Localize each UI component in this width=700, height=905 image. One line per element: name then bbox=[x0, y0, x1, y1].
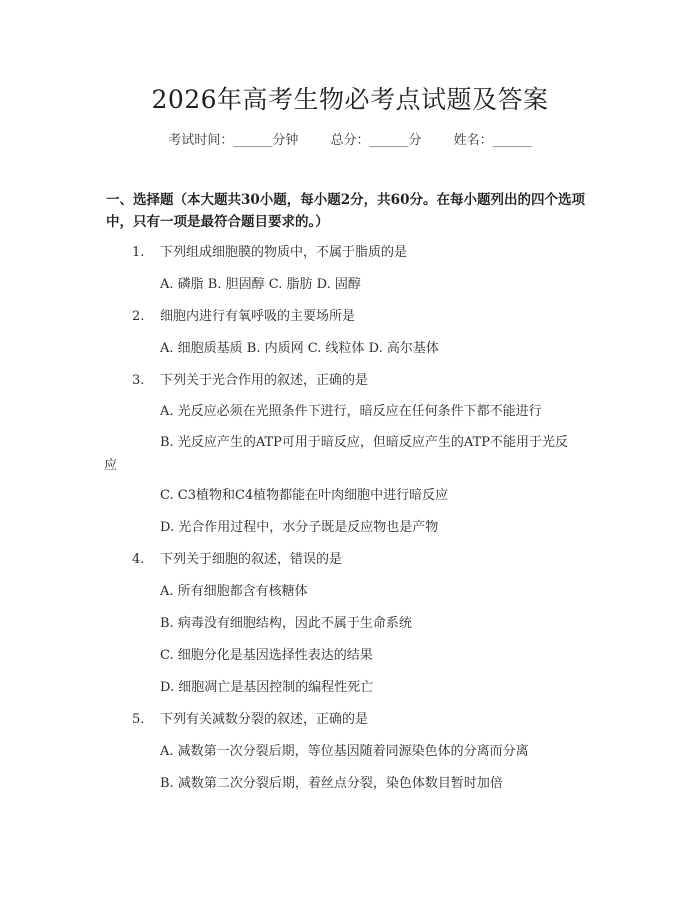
question-text: 下列关于细胞的叙述，错误的是 bbox=[160, 552, 343, 567]
question-5-stem bbox=[132, 710, 368, 730]
question-3-option-b-continued: 应 bbox=[104, 458, 118, 473]
question-number: 2. bbox=[132, 309, 145, 324]
question-number: 4. bbox=[132, 552, 145, 567]
total-score-field: 总分：______分 bbox=[330, 133, 422, 148]
question-3-stem bbox=[132, 371, 368, 391]
exam-time-field: 考试时间：______分钟 bbox=[168, 133, 299, 148]
question-number: 5. bbox=[132, 712, 145, 727]
question-3-option-d: D. 光合作用过程中，水分子既是反应物也是产物 bbox=[160, 520, 439, 535]
question-4-option-a: A. 所有细胞都含有核糖体 bbox=[160, 584, 308, 599]
question-4-option-d: D. 细胞凋亡是基因控制的编程性死亡 bbox=[160, 680, 374, 695]
question-number: 1. bbox=[132, 245, 145, 260]
question-number: 3. bbox=[132, 373, 145, 388]
question-text: 下列关于光合作用的叙述，正确的是 bbox=[160, 373, 369, 388]
student-name-field: 姓名：______ bbox=[453, 133, 532, 148]
question-5-option-b: B. 减数第二次分裂后期，着丝点分裂，染色体数目暂时加倍 bbox=[160, 776, 503, 791]
section-heading: 一、选择题（本大题共30小题，每小题2分，共60分。在每小题列出的四个选项中，只有一项是最符合题目要求的。） bbox=[106, 192, 585, 230]
question-1-options: A. 磷脂 B. 胆固醇 C. 脂肪 D. 固醇 bbox=[160, 277, 361, 292]
question-3-option-c: C. C3植物和C4植物都能在叶肉细胞中进行暗反应 bbox=[160, 488, 449, 503]
question-text: 下列有关减数分裂的叙述，正确的是 bbox=[160, 712, 369, 727]
exam-info-line bbox=[0, 131, 700, 151]
question-2-stem bbox=[132, 307, 355, 327]
question-5-option-a: A. 减数第一次分裂后期，等位基因随着同源染色体的分离而分离 bbox=[160, 744, 529, 759]
question-2-options: A. 细胞质基质 B. 内质网 C. 线粒体 D. 高尔基体 bbox=[160, 341, 439, 356]
question-4-stem bbox=[132, 550, 342, 570]
question-text: 细胞内进行有氧呼吸的主要场所是 bbox=[160, 309, 356, 324]
question-4-option-b: B. 病毒没有细胞结构，因此不属于生命系统 bbox=[160, 616, 412, 631]
question-3-option-b: B. 光反应产生的ATP可用于暗反应，但暗反应产生的ATP不能用于光反 bbox=[160, 435, 569, 450]
exam-title: 2026年高考生物必考点试题及答案 bbox=[151, 85, 549, 114]
question-1-stem bbox=[132, 243, 407, 263]
question-4-option-c: C. 细胞分化是基因选择性表达的结果 bbox=[160, 648, 373, 663]
question-3-option-a: A. 光反应必须在光照条件下进行，暗反应在任何条件下都不能进行 bbox=[160, 404, 542, 419]
question-text: 下列组成细胞膜的物质中，不属于脂质的是 bbox=[160, 245, 408, 260]
